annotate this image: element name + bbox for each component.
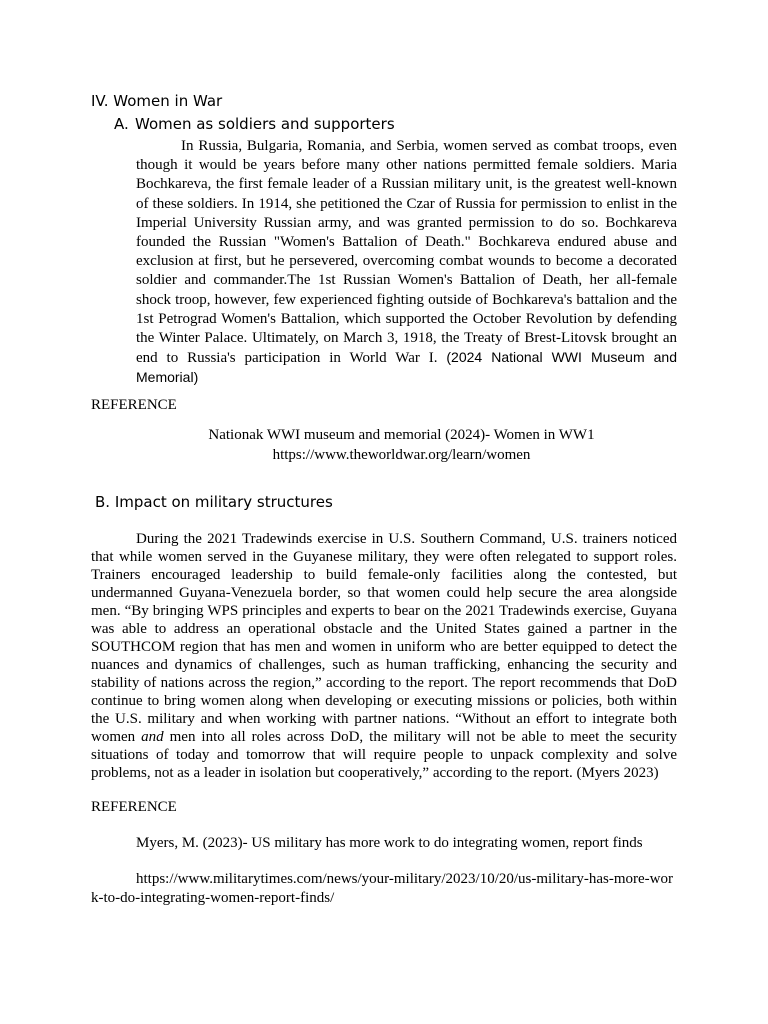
- subsection-a-paragraph: [136, 137, 677, 389]
- subsection-b-body-part2: men into all roles across DoD, the military will not be able to meet the security situations of today and tomorrow that will require people to unpack complexity and solve problems, not as a leader in isolation but cooperatively,” according to the report. (Myers 2023): [91, 729, 677, 781]
- reference-b-title: Myers, M. (2023)- US military has more work to do integrating women, report finds: [136, 835, 643, 851]
- reference-a-url[interactable]: https://www.theworldwar.org/learn/women: [272, 446, 531, 463]
- subsection-b-heading: B. Impact on military structures: [95, 493, 333, 511]
- section-heading: IV. Women in War: [91, 92, 223, 110]
- reference-b-url[interactable]: https://www.militarytimes.com/news/your-military/2023/10/20/us-military-has-more-work-to-do-integrating-women-report-finds/: [91, 871, 673, 906]
- subsection-a-heading: [114, 115, 395, 133]
- subsection-b-body-emphasis: and: [141, 729, 164, 745]
- subsection-a-citation: (2024 National WWI Museum and Memorial): [136, 349, 678, 386]
- subsection-b-body-part1: During the 2021 Tradewinds exercise in U.S. Southern Command, U.S. trainers noticed that while women served in the Guyanese military, they were often relegated to support roles. Trainers encouraged leadership to build female-only facilities along the contested, but undermanned Guyana-Venezuela border, so that women could help secure the area alongside men. “By bringing WPS principles and experts to bear on the 2021 Tradewinds exercise, Guyana was able to address an operational obstacle and the United States gained a partner in the SOUTHCOM region that has men and women in uniform who are better equipped to detect the nuances and dynamics of challenges, such as human trafficking, enhancing the security and stability of nations across the region,” according to the report. The report recommends that DoD continue to bring women along when developing or executing missions or policies, both within the U.S. military and when working with partner nations. “Without an effort to integrate both women: [91, 531, 677, 745]
- subsection-a-number: A.: [114, 115, 129, 133]
- reference-label-b: REFERENCE: [91, 799, 177, 815]
- reference-a-title: Nationak WWI museum and memorial (2024)- Women in WW1: [208, 427, 595, 443]
- subsection-a-body: In Russia, Bulgaria, Romania, and Serbia, women served as combat troops, even though it would be years before many other nations permitted female soldiers. Maria Bochkareva, the first female leader of a Russian military unit, is the greatest well-known of these soldiers. In 1914, she petitioned the Czar of Russia for permission to enlist in the Imperial University Russian army, and was granted permission to do so. Bochkareva founded the Russian "Women's Battalion of Death." Bochkareva endured abuse and exclusion at first, but he persevered, overcoming combat wounds to become a decorated soldier and commander.The 1st Russian Women's Battalion of Death, her all-female shock troop, however, few experienced fighting outside of Bochkareva's battalion and the 1st Petrograd Women's Battalion, which supported the October Revolution by defending the Winter Palace. Ultimately, on March 3, 1918, the Treaty of Brest-Litovsk brought an end to Russia's participation in World War I.: [136, 138, 677, 367]
- subsection-b-paragraph: [91, 530, 677, 782]
- reference-label-a: REFERENCE: [91, 397, 177, 413]
- subsection-a-title: Women as soldiers and supporters: [135, 115, 395, 133]
- reference-a: [136, 426, 667, 465]
